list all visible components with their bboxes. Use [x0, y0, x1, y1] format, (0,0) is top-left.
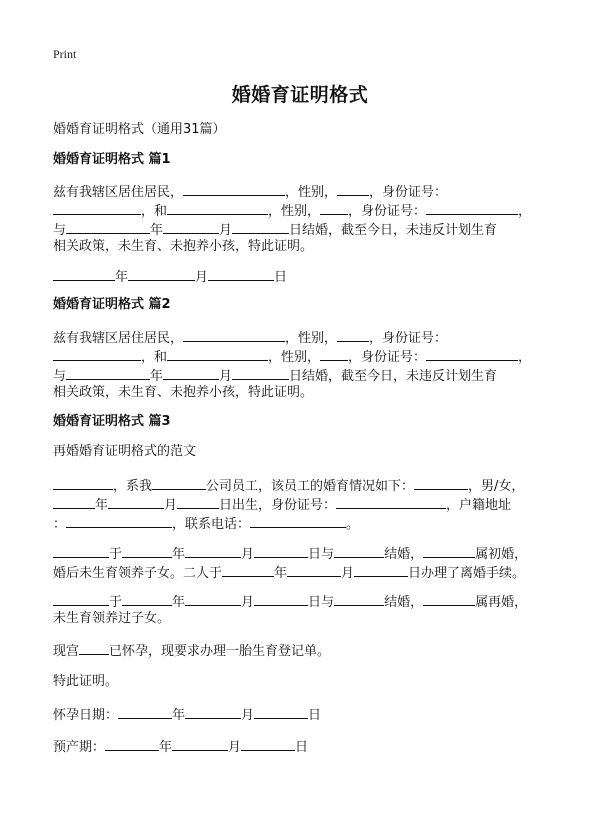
text: 年 [172, 547, 186, 562]
year-blank [53, 493, 95, 509]
text: 与 [53, 369, 67, 384]
company-blank [152, 474, 206, 490]
text: 年 [172, 708, 186, 723]
person-blank [423, 590, 475, 606]
text: ，性别， [285, 185, 338, 200]
text: 日与 [308, 547, 335, 562]
text: 月 [219, 369, 233, 384]
text: 日办理了离婚手续。 [408, 566, 526, 581]
day-blank [208, 265, 274, 281]
section3-intro: 再婚婚育证明格式的范文 [53, 444, 197, 459]
text: ， [518, 350, 532, 365]
month-blank [232, 364, 289, 380]
name-blank [167, 199, 268, 215]
text: 兹有我辖区居住居民， [53, 331, 184, 346]
text: ，系我 [113, 479, 153, 494]
text: 年 [159, 740, 173, 755]
text: 属再婚， [475, 595, 528, 610]
section1-line4: 相关政策，未生育、未抱养小孩，特此证明。 [53, 239, 314, 254]
person-blank [53, 590, 109, 606]
name-blank [53, 474, 113, 490]
text: ，和 [141, 204, 168, 219]
person-blank [423, 542, 475, 558]
year-blank [222, 561, 274, 577]
text: ，和 [141, 350, 168, 365]
section1-date-line [53, 265, 287, 288]
month-blank [108, 493, 164, 509]
spouse-blank [334, 542, 384, 558]
text: 月 [241, 595, 255, 610]
month-blank [185, 703, 241, 719]
text: ，身份证号： [369, 185, 448, 200]
text: ，性别， [268, 350, 321, 365]
text: 年 [274, 566, 288, 581]
id-blank [53, 345, 141, 361]
text: 已怀孕，现要求办理一胎生育登记单。 [109, 644, 331, 659]
text: 年 [115, 270, 129, 285]
text: ，身份证号： [348, 204, 427, 219]
gender-blank [337, 326, 369, 342]
text: 月 [164, 498, 178, 513]
text: ， [518, 204, 532, 219]
text: ，身份证号： [348, 350, 427, 365]
text: 日结婚，截至今日，未违反计划生育 [289, 223, 498, 238]
text: ，男/女， [468, 479, 525, 494]
section2-line4: 相关政策，未生育、未抱养小孩，特此证明。 [53, 385, 314, 400]
month-blank [172, 735, 228, 751]
day-blank [254, 590, 308, 606]
name-blank [183, 326, 285, 342]
month-blank [287, 561, 341, 577]
text: 月 [228, 740, 242, 755]
day-blank [254, 542, 308, 558]
year-blank [163, 218, 219, 234]
spouse-blank [334, 590, 384, 606]
text: 日 [274, 270, 288, 285]
text: ，联系电话： [172, 517, 251, 532]
text: 年 [172, 595, 186, 610]
text: 月 [219, 223, 233, 238]
year-blank [122, 590, 172, 606]
id-blank [336, 493, 446, 509]
section3-special: 特此证明。 [53, 674, 119, 689]
page-title: 婚婚育证明格式 [231, 84, 369, 106]
day-blank [254, 703, 308, 719]
month-blank [232, 218, 289, 234]
text: 月 [195, 270, 209, 285]
pregnancy-date-line [53, 703, 321, 726]
print-link[interactable]: Print [53, 47, 77, 61]
person-blank [66, 364, 150, 380]
text: ： [53, 517, 67, 532]
text: 结婚， [384, 547, 424, 562]
section-heading-3: 婚婚育证明格式 篇3 [53, 414, 171, 429]
text: ，身份证号： [369, 331, 448, 346]
year-blank [163, 364, 219, 380]
section3-m2 [53, 561, 525, 584]
text: 于 [109, 547, 123, 562]
text: 日与 [308, 595, 335, 610]
id-blank [426, 345, 518, 361]
person-blank [66, 218, 150, 234]
text: 现宫 [53, 644, 80, 659]
section-heading-2: 婚婚育证明格式 篇2 [53, 297, 171, 312]
id-blank [426, 199, 518, 215]
name-blank [414, 474, 468, 490]
gender-blank [320, 199, 348, 215]
due-date-line [53, 735, 308, 758]
text: 婚后未生育领养子女。二人于 [53, 566, 223, 581]
text: 年 [150, 223, 164, 238]
text: 日 [308, 708, 322, 723]
text: 年 [95, 498, 109, 513]
month-blank [185, 542, 241, 558]
text: 公司员工，该员工的婚育情况如下： [206, 479, 415, 494]
person-blank [53, 542, 109, 558]
text: 日结婚，截至今日，未违反计划生育 [289, 369, 498, 384]
text: 兹有我辖区居住居民， [53, 185, 184, 200]
text: 月 [241, 547, 255, 562]
text: 月 [341, 566, 355, 581]
text: 日出生，身份证号： [219, 498, 337, 513]
day-blank [354, 561, 408, 577]
day-blank [241, 735, 295, 751]
name-blank [79, 639, 109, 655]
section3-now [53, 639, 330, 662]
name-blank [167, 345, 268, 361]
text: ，性别， [268, 204, 321, 219]
id-blank [53, 199, 141, 215]
day-blank [177, 493, 219, 509]
document-subtitle: 婚婚育证明格式（通用31篇） [53, 122, 226, 137]
year-blank [105, 735, 159, 751]
section3-r2: 未生育领养过子女。 [53, 611, 171, 626]
year-blank [53, 265, 115, 281]
text: 属初婚， [475, 547, 528, 562]
section3-p3 [53, 512, 359, 535]
address-blank [66, 512, 172, 528]
month-blank [128, 265, 195, 281]
text: ，性别， [285, 331, 338, 346]
name-blank [183, 180, 285, 196]
year-blank [118, 703, 172, 719]
pregnancy-label: 怀孕日期： [53, 708, 119, 723]
text: 结婚， [384, 595, 424, 610]
phone-blank [250, 512, 346, 528]
text: 日 [295, 740, 309, 755]
gender-blank [337, 180, 369, 196]
section-heading-1: 婚婚育证明格式 篇1 [53, 152, 171, 167]
due-label: 预产期： [53, 740, 106, 755]
text: 与 [53, 223, 67, 238]
text: 月 [241, 708, 255, 723]
text: ，户籍地址 [446, 498, 512, 513]
text: 。 [346, 517, 360, 532]
text: 年 [150, 369, 164, 384]
month-blank [185, 590, 241, 606]
text: 于 [109, 595, 123, 610]
year-blank [122, 542, 172, 558]
gender-blank [320, 345, 348, 361]
